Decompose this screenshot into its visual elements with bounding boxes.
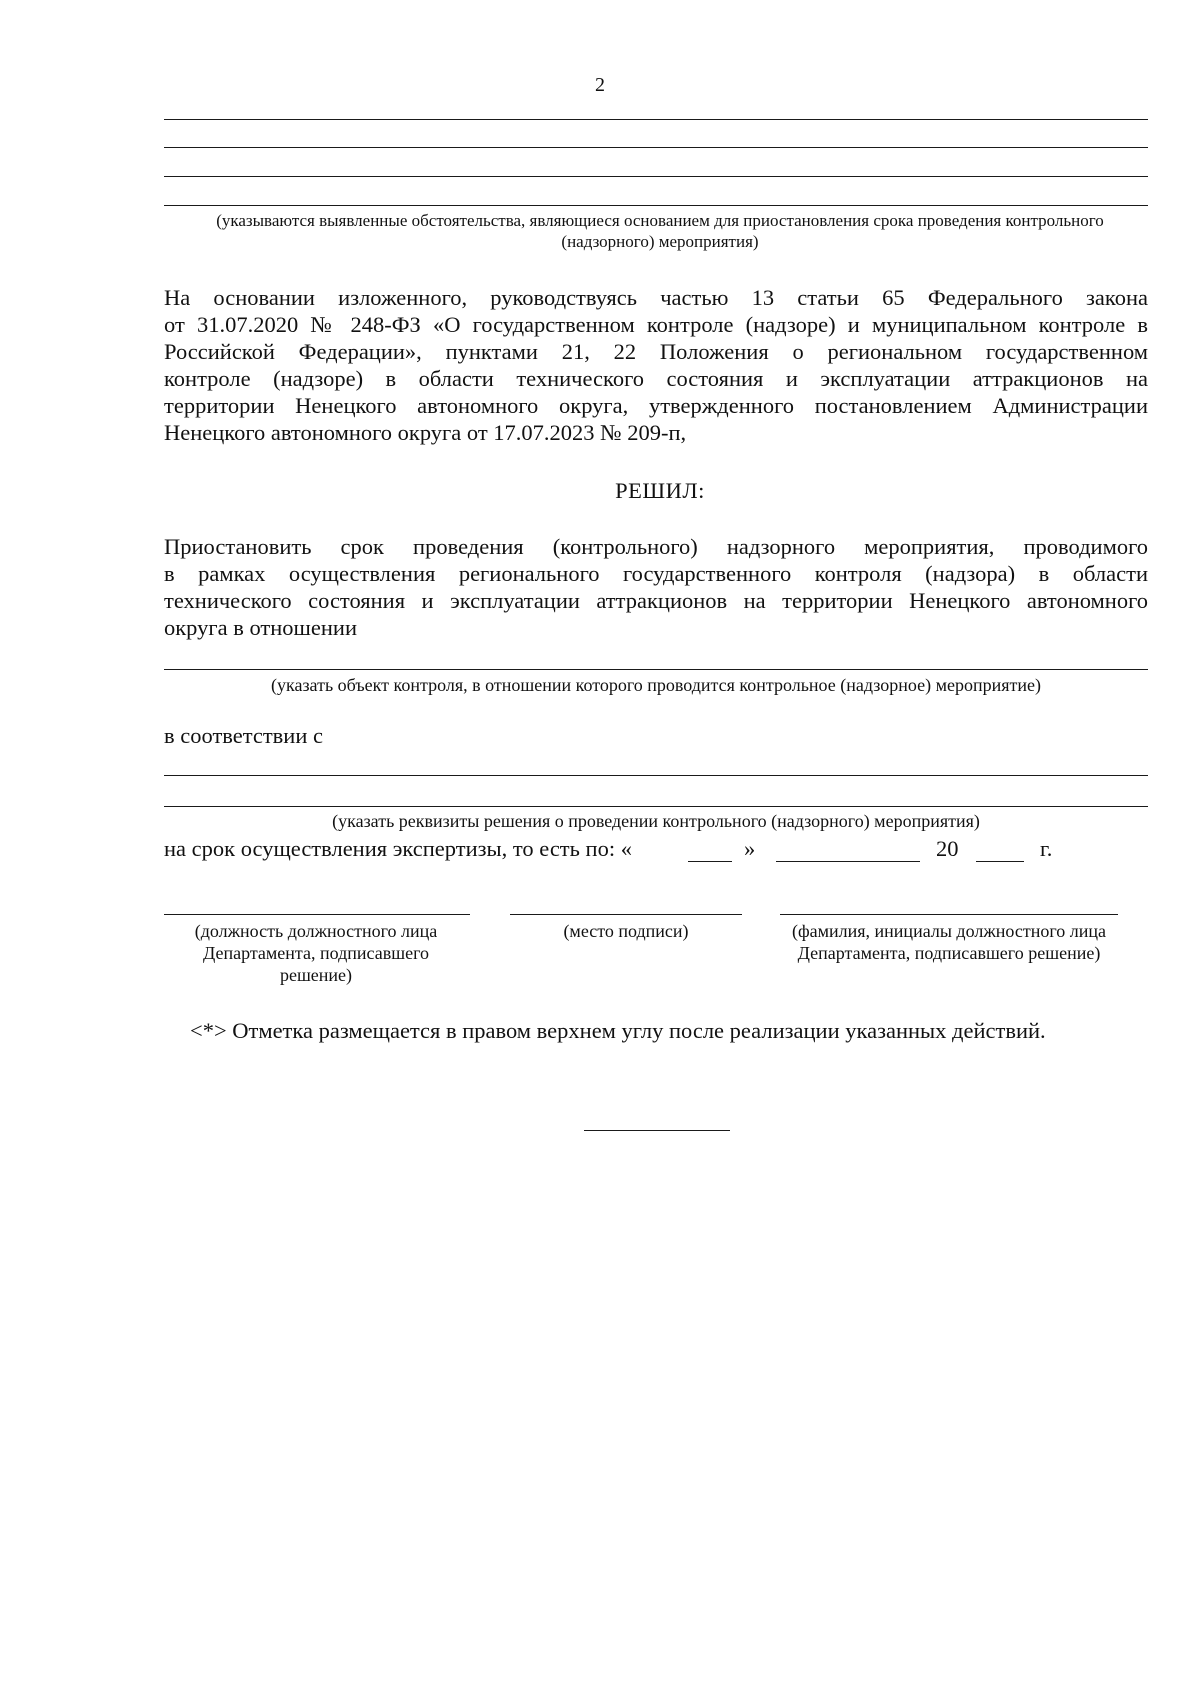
decision-line: Приостановить срок проведения (контрольного) надзорного мероприятия, проводимого (164, 534, 1148, 559)
signature-name-note: (фамилия, инициалы должностного лица Департамента, подписавшего решение) (791, 921, 1107, 963)
term-year-prefix: 20 (936, 836, 959, 861)
circumstances-line-4 (164, 205, 1148, 206)
end-divider (584, 1130, 730, 1131)
signature-place-line (510, 914, 742, 915)
term-day-blank (688, 861, 732, 862)
signature-name-line (780, 914, 1118, 915)
basis-line: Ненецкого автономного округа от 17.07.2023 № 209-п, (164, 420, 687, 445)
signature-position-note: (должность должностного лица Департамента, подписавшего решение) (194, 921, 438, 985)
term-quote-close: » (744, 836, 756, 861)
decision-line: в рамках осуществления регионального государственного контроля (надзора) в области (164, 561, 1148, 586)
in-accordance-label: в соответствии с (164, 723, 323, 748)
basis-line: территории Ненецкого автономного округа, утвержденного постановлением Администрации (164, 393, 1148, 418)
term-year-suffix: г. (1040, 836, 1053, 861)
object-note: (указать объект контроля, в отношении которого проводится контрольное (надзорное) мероприятие) (270, 675, 1041, 695)
circumstances-line-1 (164, 119, 1148, 120)
circumstances-note: (указываются выявленные обстоятельства, являющиеся основанием для приостановления срока проведения контрольного (надзорного) мероприятия) (216, 211, 1104, 251)
requisites-line-2 (164, 806, 1148, 807)
basis-line: контроле (надзоре) в области технического состояния и эксплуатации аттракционов на (164, 366, 1148, 391)
decision-paragraph (164, 533, 1148, 641)
term-line-prefix: на срок осуществления экспертизы, то есть по: « (164, 836, 632, 861)
basis-line: от 31.07.2020 № 248-ФЗ «О государственном контроле (надзоре) и муниципальном контроле в (164, 312, 1148, 337)
term-month-blank (776, 861, 920, 862)
decision-line: технического состояния и эксплуатации аттракционов на территории Ненецкого автономного (164, 588, 1148, 613)
basis-line: Российской Федерации», пунктами 21, 22 Положения о региональном государственном (164, 339, 1148, 364)
signature-place-note: (место подписи) (563, 921, 689, 941)
decision-heading: РЕШИЛ: (615, 478, 705, 503)
basis-paragraph (164, 284, 1148, 446)
circumstances-line-2 (164, 147, 1148, 148)
object-line (164, 669, 1148, 670)
signature-position-line (164, 914, 470, 915)
requisites-note: (указать реквизиты решения о проведении контрольного (надзорного) мероприятия) (332, 811, 980, 831)
footnote: <*> Отметка размещается в правом верхнем углу после реализации указанных действий. (190, 1018, 1046, 1043)
circumstances-line-3 (164, 176, 1148, 177)
page-number: 2 (595, 74, 605, 96)
decision-line: округа в отношении (164, 615, 357, 640)
term-year-blank (976, 861, 1024, 862)
requisites-line-1 (164, 775, 1148, 776)
basis-line: На основании изложенного, руководствуясь частью 13 статьи 65 Федерального закона (164, 285, 1148, 310)
